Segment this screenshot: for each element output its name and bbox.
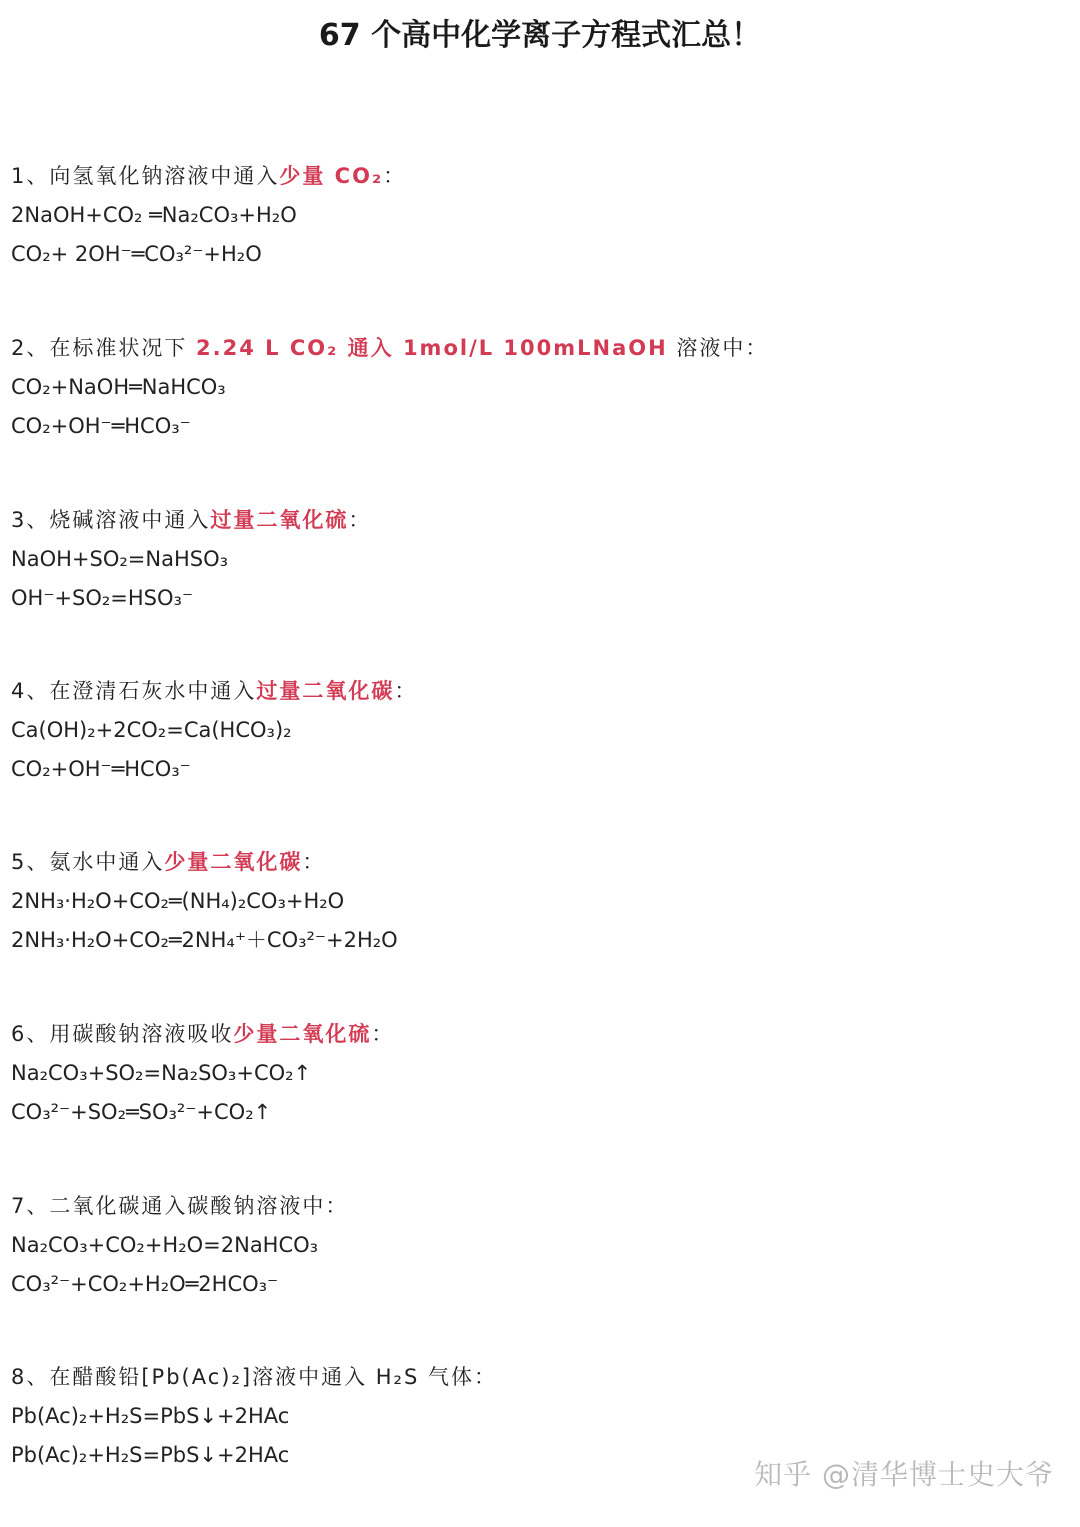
section-4 xyxy=(11,672,1071,789)
equation-line: 2NH₃·H₂O+CO₂═(NH₄)₂CO₃+H₂O xyxy=(11,889,345,913)
equation-line: CO₂+ 2OH⁻═CO₃²⁻+H₂O xyxy=(11,242,262,266)
section-7 xyxy=(11,1187,1071,1304)
heading-highlight: 少量二氧化碳 xyxy=(164,850,303,874)
heading-text: 8、在醋酸铅[Pb(Ac)₂]溶液中通入 H₂S 气体： xyxy=(11,1365,497,1389)
section-3 xyxy=(11,501,1071,618)
heading-suffix: 溶液中： xyxy=(667,336,769,360)
section-heading xyxy=(11,672,1071,711)
section-heading xyxy=(11,843,1071,882)
section-heading xyxy=(11,1358,1071,1397)
heading-suffix: ： xyxy=(302,850,326,874)
section-1 xyxy=(11,157,1071,274)
heading-text: 1、向氢氧化钠溶液中通入 xyxy=(11,164,280,188)
equation-line: CO₂+OH⁻═HCO₃⁻ xyxy=(11,414,191,438)
heading-highlight: 过量二氧化硫 xyxy=(210,508,349,532)
heading-text: 7、二氧化碳通入碳酸钠溶液中： xyxy=(11,1194,349,1218)
heading-highlight: 过量二氧化碳 xyxy=(256,679,395,703)
equation-line: OH⁻+SO₂=HSO₃⁻ xyxy=(11,586,194,610)
watermark: 知乎 @清华博士史大爷 xyxy=(754,1458,1054,1491)
section-6 xyxy=(11,1015,1071,1132)
heading-suffix: ： xyxy=(394,679,418,703)
equation-line: CO₃²⁻+CO₂+H₂O═2HCO₃⁻ xyxy=(11,1272,279,1296)
equation-line: CO₂+NaOH═NaHCO₃ xyxy=(11,375,226,399)
heading-highlight: 少量二氧化硫 xyxy=(233,1022,372,1046)
heading-text: 2、在标准状况下 xyxy=(11,336,197,360)
section-heading xyxy=(11,1015,1071,1054)
section-5 xyxy=(11,843,1071,960)
heading-highlight: 少量 CO₂ xyxy=(279,164,384,188)
section-heading xyxy=(11,157,1071,196)
section-heading xyxy=(11,329,1071,368)
section-heading xyxy=(11,501,1071,540)
heading-text: 5、氨水中通入 xyxy=(11,850,165,874)
equation-line: CO₂+OH⁻═HCO₃⁻ xyxy=(11,757,191,781)
equation-line: Pb(Ac)₂+H₂S=PbS↓+2HAc xyxy=(11,1404,290,1428)
heading-suffix: ： xyxy=(371,1022,395,1046)
heading-suffix: ： xyxy=(348,508,372,532)
heading-text: 4、在澄清石灰水中通入 xyxy=(11,679,257,703)
equation-line: CO₃²⁻+SO₂═SO₃²⁻+CO₂↑ xyxy=(11,1100,272,1124)
equation-line: Ca(OH)₂+2CO₂=Ca(HCO₃)₂ xyxy=(11,718,292,742)
page-title: 67 个高中化学离子方程式汇总！ xyxy=(318,18,762,53)
section-heading xyxy=(11,1187,1071,1226)
heading-text: 6、用碳酸钠溶液吸收 xyxy=(11,1022,234,1046)
equation-line: Na₂CO₃+SO₂=Na₂SO₃+CO₂↑ xyxy=(11,1061,312,1085)
heading-suffix: ： xyxy=(383,164,407,188)
equation-line: Pb(Ac)₂+H₂S=PbS↓+2HAc xyxy=(11,1443,290,1467)
equation-line: Na₂CO₃+CO₂+H₂O=2NaHCO₃ xyxy=(11,1233,319,1257)
equation-line: 2NaOH+CO₂ ═Na₂CO₃+H₂O xyxy=(11,203,297,227)
equation-line: NaOH+SO₂=NaHSO₃ xyxy=(11,547,229,571)
heading-text: 3、烧碱溶液中通入 xyxy=(11,508,211,532)
equation-line: 2NH₃·H₂O+CO₂═2NH₄⁺＋CO₃²⁻+2H₂O xyxy=(11,928,398,952)
section-2 xyxy=(11,329,1071,446)
heading-highlight: 2.24 L CO₂ 通入 1mol/L 100mLNaOH xyxy=(196,336,668,360)
